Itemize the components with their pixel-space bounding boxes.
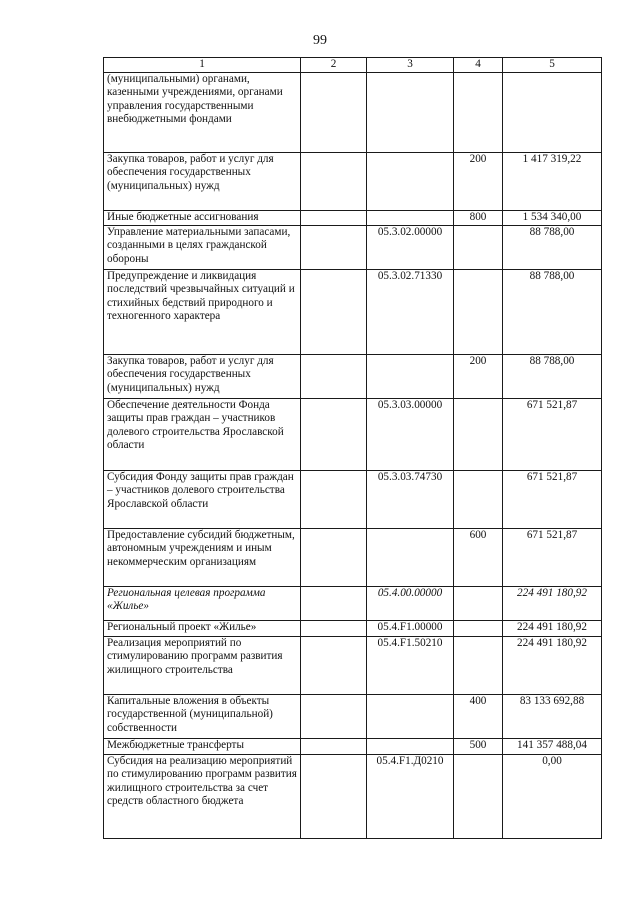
row-amount-cell: 671 521,87 bbox=[503, 529, 602, 587]
row-col2-cell bbox=[301, 587, 367, 621]
row-code-cell bbox=[367, 355, 454, 399]
row-name-cell: Региональный проект «Жилье» bbox=[104, 621, 301, 637]
row-code-cell bbox=[367, 695, 454, 739]
table-row bbox=[104, 529, 602, 587]
row-kind-cell bbox=[454, 226, 503, 270]
row-kind-cell bbox=[454, 621, 503, 637]
row-amount-cell: 83 133 692,88 bbox=[503, 695, 602, 739]
row-amount-cell: 1 417 319,22 bbox=[503, 153, 602, 211]
row-kind-cell: 500 bbox=[454, 739, 503, 755]
row-code-cell bbox=[367, 153, 454, 211]
row-code-cell: 05.3.02.00000 bbox=[367, 226, 454, 270]
row-col2-cell bbox=[301, 211, 367, 226]
row-amount-cell: 671 521,87 bbox=[503, 471, 602, 529]
row-code-cell bbox=[367, 211, 454, 226]
row-col2-cell bbox=[301, 621, 367, 637]
row-code-cell: 05.4.F1.00000 bbox=[367, 621, 454, 637]
row-col2-cell bbox=[301, 153, 367, 211]
row-kind-cell bbox=[454, 755, 503, 839]
row-code-cell: 05.4.F1.50210 bbox=[367, 637, 454, 695]
header-col-2: 2 bbox=[301, 58, 367, 73]
table-row bbox=[104, 153, 602, 211]
row-amount-cell bbox=[503, 73, 602, 153]
row-col2-cell bbox=[301, 755, 367, 839]
row-amount-cell: 224 491 180,92 bbox=[503, 637, 602, 695]
budget-table bbox=[103, 57, 602, 839]
row-kind-cell: 800 bbox=[454, 211, 503, 226]
row-amount-cell: 224 491 180,92 bbox=[503, 587, 602, 621]
row-kind-cell: 600 bbox=[454, 529, 503, 587]
row-name-cell: Реализация мероприятий по стимулированию программ развития жилищного строительства bbox=[104, 637, 301, 695]
table-row bbox=[104, 621, 602, 637]
row-col2-cell bbox=[301, 73, 367, 153]
row-name-cell: Субсидия на реализацию мероприятий по стимулированию программ развития жилищного строительства за счет средств областного бюджета bbox=[104, 755, 301, 839]
row-name-cell: Управление материальными запасами, созданными в целях гражданской обороны bbox=[104, 226, 301, 270]
header-row bbox=[104, 58, 602, 73]
row-col2-cell bbox=[301, 471, 367, 529]
header-col-1: 1 bbox=[104, 58, 301, 73]
table-row bbox=[104, 637, 602, 695]
table-row bbox=[104, 755, 602, 839]
row-amount-cell: 1 534 340,00 bbox=[503, 211, 602, 226]
row-amount-cell: 88 788,00 bbox=[503, 355, 602, 399]
table-row bbox=[104, 211, 602, 226]
row-name-cell: Закупка товаров, работ и услуг для обеспечения государственных (муниципальных) нужд bbox=[104, 153, 301, 211]
row-amount-cell: 141 357 488,04 bbox=[503, 739, 602, 755]
row-kind-cell bbox=[454, 587, 503, 621]
row-kind-cell bbox=[454, 637, 503, 695]
row-name-cell: Предупреждение и ликвидация последствий чрезвычайных ситуаций и стихийных бедствий природного и техногенного характера bbox=[104, 270, 301, 355]
row-col2-cell bbox=[301, 637, 367, 695]
row-col2-cell bbox=[301, 399, 367, 471]
table-row bbox=[104, 739, 602, 755]
row-code-cell bbox=[367, 739, 454, 755]
table-row bbox=[104, 355, 602, 399]
table-row bbox=[104, 226, 602, 270]
row-name-cell: Капитальные вложения в объекты государственной (муниципальной) собственности bbox=[104, 695, 301, 739]
row-name-cell: Иные бюджетные ассигнования bbox=[104, 211, 301, 226]
table-row bbox=[104, 270, 602, 355]
table-row bbox=[104, 587, 602, 621]
row-kind-cell bbox=[454, 270, 503, 355]
row-name-cell: Предоставление субсидий бюджетным, автономным учреждениям и иным некоммерческим организациям bbox=[104, 529, 301, 587]
header-col-4: 4 bbox=[454, 58, 503, 73]
row-amount-cell: 0,00 bbox=[503, 755, 602, 839]
row-kind-cell: 200 bbox=[454, 153, 503, 211]
header-col-3: 3 bbox=[367, 58, 454, 73]
row-code-cell bbox=[367, 73, 454, 153]
row-kind-cell: 400 bbox=[454, 695, 503, 739]
row-amount-cell: 88 788,00 bbox=[503, 226, 602, 270]
header-col-5: 5 bbox=[503, 58, 602, 73]
row-name-cell: Межбюджетные трансферты bbox=[104, 739, 301, 755]
row-col2-cell bbox=[301, 695, 367, 739]
row-kind-cell bbox=[454, 73, 503, 153]
row-col2-cell bbox=[301, 355, 367, 399]
row-col2-cell bbox=[301, 739, 367, 755]
row-amount-cell: 88 788,00 bbox=[503, 270, 602, 355]
row-code-cell: 05.4.F1.Д0210 bbox=[367, 755, 454, 839]
row-code-cell: 05.3.03.00000 bbox=[367, 399, 454, 471]
row-amount-cell: 224 491 180,92 bbox=[503, 621, 602, 637]
row-code-cell bbox=[367, 529, 454, 587]
row-name-cell: Обеспечение деятельности Фонда защиты прав граждан – участников долевого строительства Ярославской области bbox=[104, 399, 301, 471]
row-col2-cell bbox=[301, 270, 367, 355]
row-kind-cell bbox=[454, 471, 503, 529]
table-row bbox=[104, 695, 602, 739]
row-name-cell: Закупка товаров, работ и услуг для обеспечения государственных (муниципальных) нужд bbox=[104, 355, 301, 399]
row-name-cell: (муниципальными) органами, казенными учреждениями, органами управления государственными внебюджетными фондами bbox=[104, 73, 301, 153]
table-row bbox=[104, 73, 602, 153]
row-col2-cell bbox=[301, 529, 367, 587]
page-number: 99 bbox=[313, 33, 327, 48]
row-kind-cell: 200 bbox=[454, 355, 503, 399]
row-code-cell: 05.3.03.74730 bbox=[367, 471, 454, 529]
row-code-cell: 05.4.00.00000 bbox=[367, 587, 454, 621]
row-name-cell: Субсидия Фонду защиты прав граждан – участников долевого строительства Ярославской области bbox=[104, 471, 301, 529]
row-code-cell: 05.3.02.71330 bbox=[367, 270, 454, 355]
row-kind-cell bbox=[454, 399, 503, 471]
row-name-cell: Региональная целевая программа «Жилье» bbox=[104, 587, 301, 621]
table-row bbox=[104, 399, 602, 471]
row-col2-cell bbox=[301, 226, 367, 270]
table-row bbox=[104, 471, 602, 529]
row-amount-cell: 671 521,87 bbox=[503, 399, 602, 471]
